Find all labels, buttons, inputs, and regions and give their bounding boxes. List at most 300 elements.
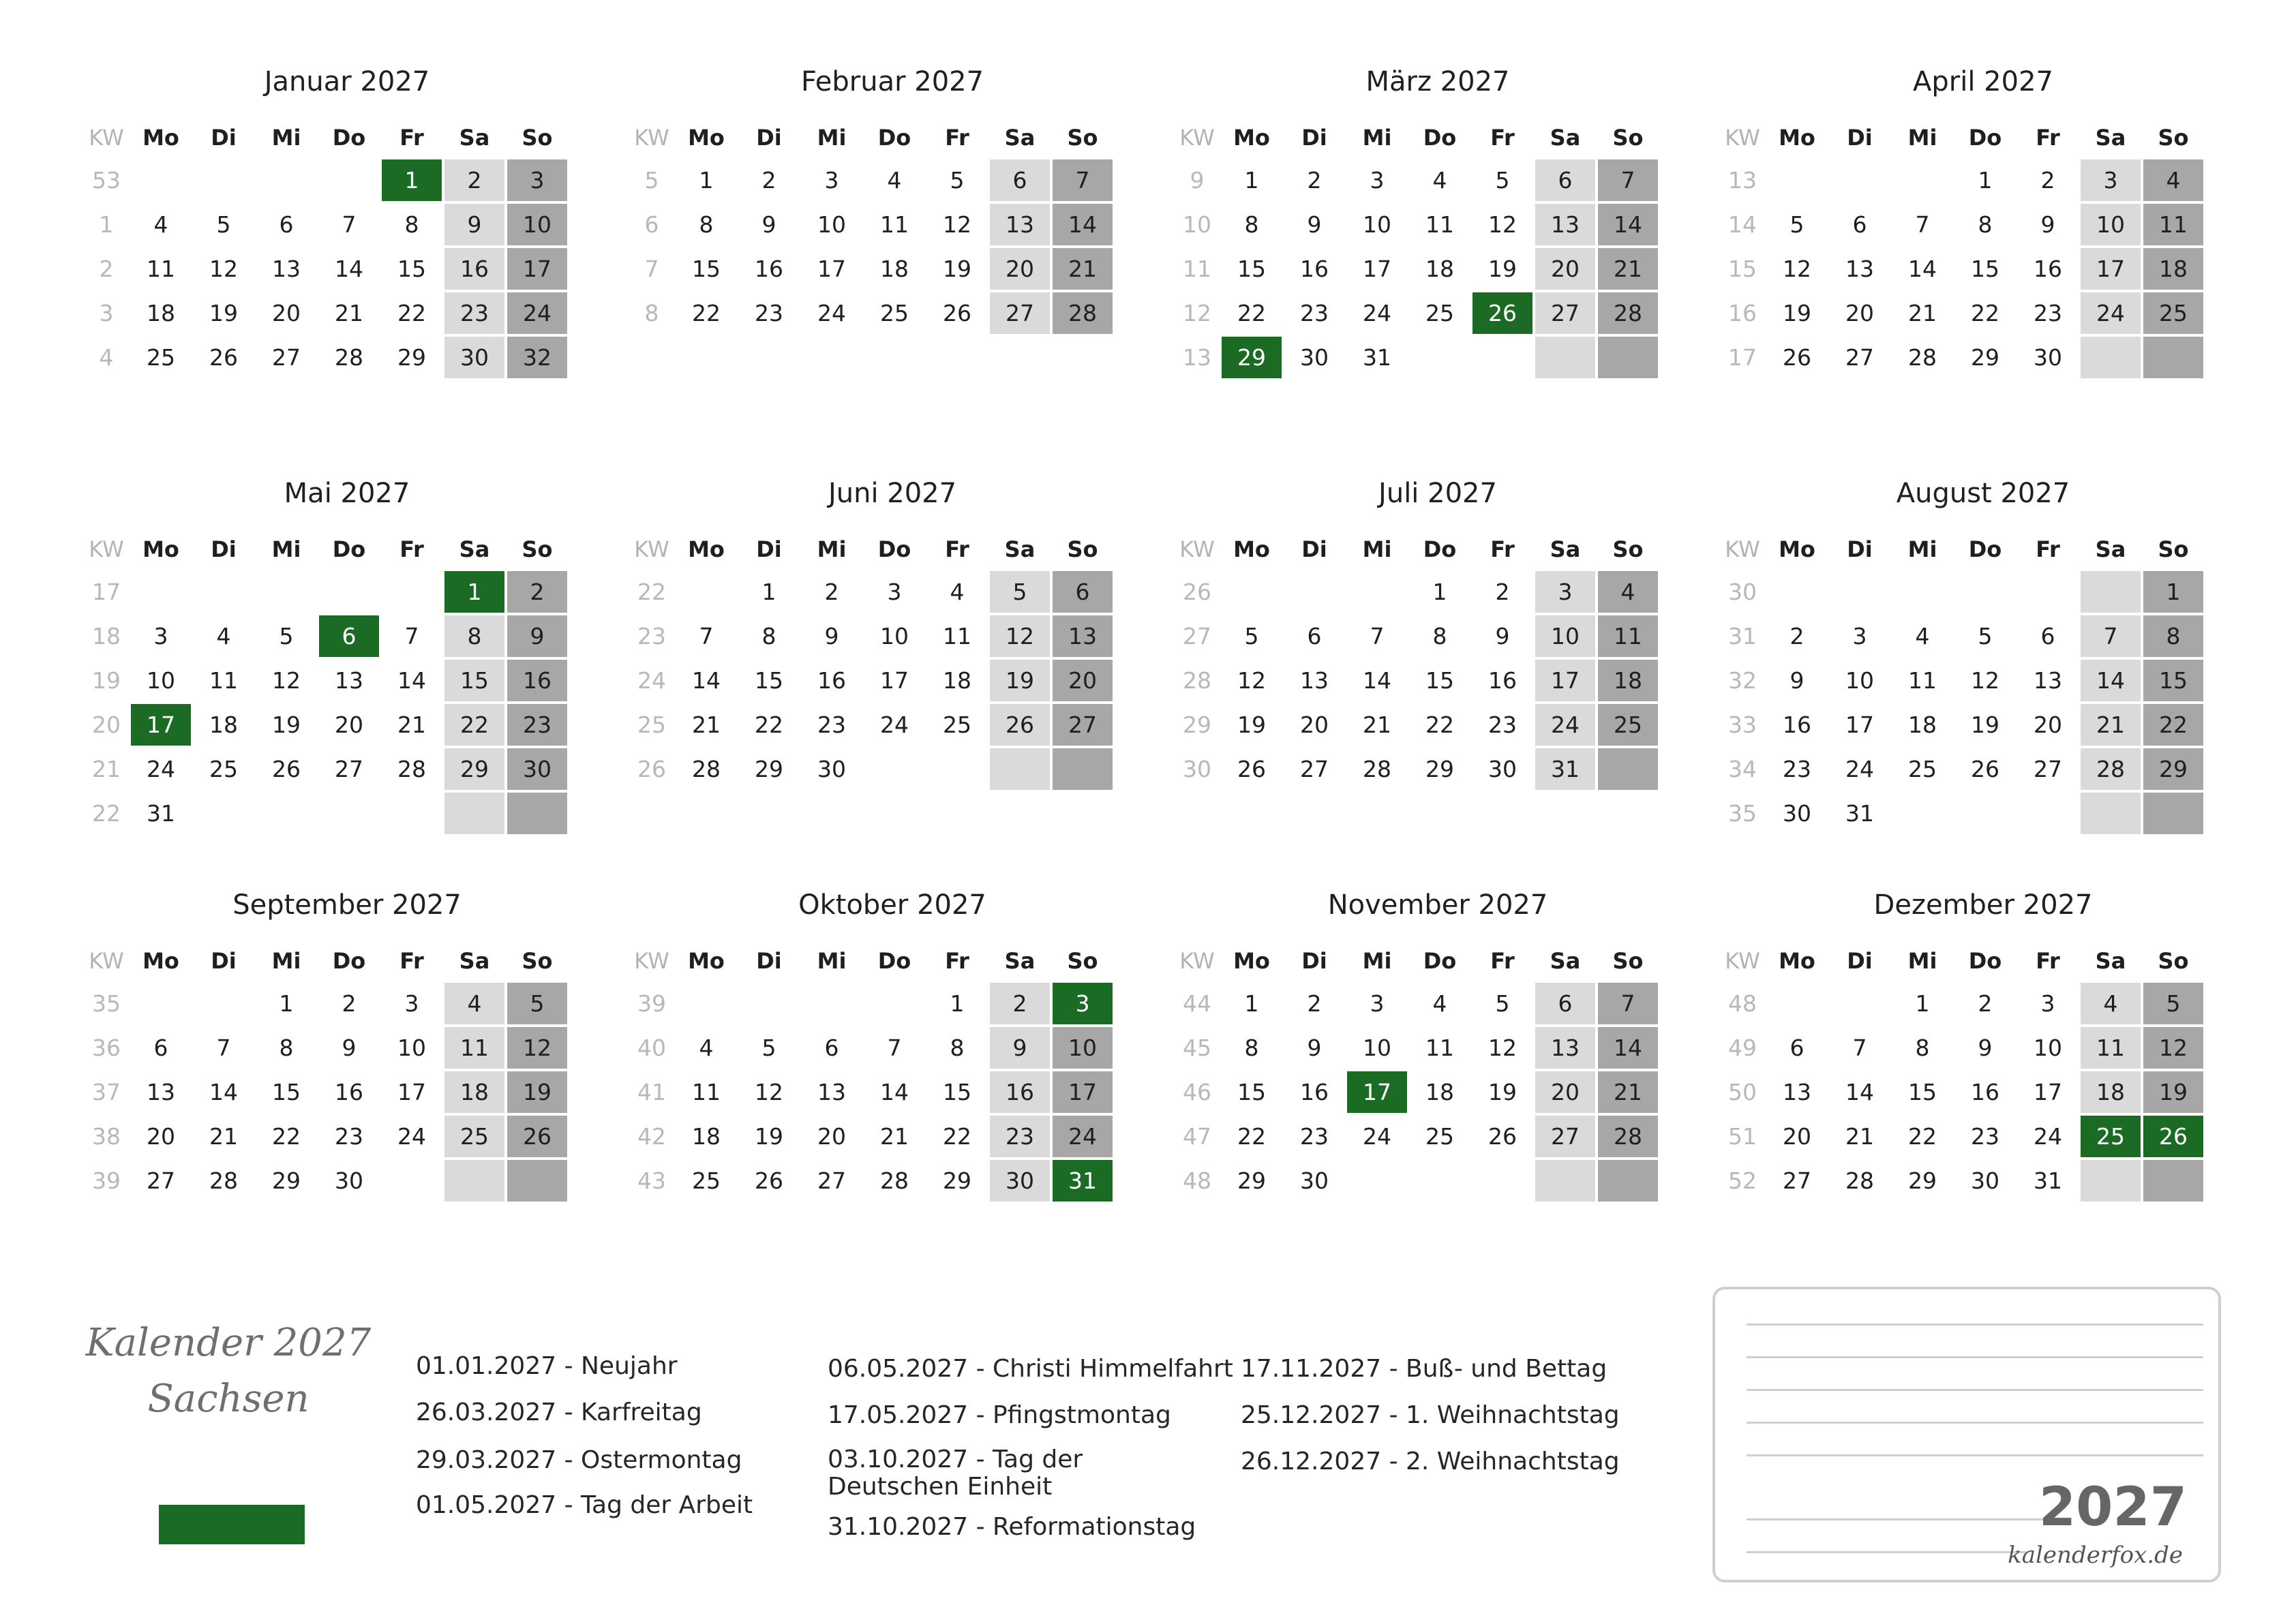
week-number: 31: [1728, 623, 1757, 649]
day-cell: 5: [1789, 211, 1804, 238]
day-cell: 25: [692, 1167, 721, 1194]
day-cell: 20: [1535, 248, 1595, 290]
weekday-header: Mo: [142, 536, 179, 562]
holiday-entry: 26.03.2027 - Karfreitag: [416, 1398, 702, 1426]
day-cell: 24: [1363, 300, 1391, 326]
day-cell: 24: [1845, 756, 1874, 782]
day-cell: 29: [444, 748, 504, 790]
day-cell: 18: [444, 1071, 504, 1113]
day-cell: 2: [1978, 990, 1993, 1017]
day-cell: [194, 571, 254, 613]
weekday-header: Di: [1301, 948, 1327, 974]
weekday-header: So: [2158, 536, 2189, 562]
day-cell: 9: [1789, 667, 1804, 694]
week-number: 23: [637, 623, 666, 649]
day-cell: 4: [216, 623, 231, 649]
weekday-header: Do: [1423, 536, 1457, 562]
day-cell: 28: [397, 756, 426, 782]
day-cell: 8: [1432, 623, 1447, 649]
day-cell: 5: [1495, 990, 1510, 1017]
day-cell: 5: [216, 211, 231, 238]
calendar-title-line1: Kalender 2027: [85, 1321, 372, 1365]
day-cell: 8: [1244, 1035, 1259, 1061]
day-cell: 4: [699, 1035, 714, 1061]
day-cell: 8: [404, 211, 419, 238]
week-row: [1721, 1071, 2203, 1113]
day-cell: [256, 571, 316, 613]
day-cell: 6: [990, 159, 1050, 201]
weekday-header: Do: [1968, 948, 2002, 974]
day-cell: 7: [1915, 211, 1930, 238]
week-number: 49: [1728, 1035, 1757, 1061]
week-number: 51: [1728, 1123, 1757, 1150]
day-cell: 1: [1432, 579, 1447, 605]
weekday-header: Mo: [1233, 125, 1270, 151]
day-cell: 27: [335, 756, 363, 782]
day-cell: 1: [1244, 990, 1259, 1017]
day-cell: 18: [1908, 711, 1937, 738]
weekday-header: Sa: [459, 948, 490, 974]
week-number: 18: [92, 623, 121, 649]
day-cell: 19: [990, 660, 1050, 701]
week-row: [85, 615, 567, 657]
weekday-header: Fr: [1490, 536, 1515, 562]
month-grid: [1173, 116, 1661, 381]
week-number: 5: [644, 167, 659, 194]
holiday-entry: 01.01.2027 - Neujahr: [416, 1352, 678, 1380]
day-cell: [444, 1160, 504, 1202]
day-cell: 11: [1425, 1035, 1454, 1061]
month-grid: [82, 939, 570, 1204]
day-cell: 31: [1535, 748, 1595, 790]
week-row: [1175, 748, 1658, 790]
day-cell: 20: [1845, 300, 1874, 326]
day-cell: 19: [943, 256, 971, 282]
day-cell: 5: [2143, 983, 2203, 1024]
day-cell: [319, 159, 379, 201]
day-cell: 12: [209, 256, 238, 282]
day-cell: 25: [1425, 1123, 1454, 1150]
day-cell: 27: [817, 1167, 846, 1194]
day-cell: 8: [1978, 211, 1993, 238]
day-cell: 3: [1535, 571, 1595, 613]
day-cell: 17: [880, 667, 909, 694]
day-cell: 19: [2143, 1071, 2203, 1113]
day-cell: 28: [335, 344, 363, 371]
day-cell: 16: [817, 667, 846, 694]
month-title: Februar 2027: [800, 66, 984, 97]
day-cell: 15: [1237, 1079, 1266, 1105]
day-cell: 16: [1488, 667, 1517, 694]
day-cell: [194, 159, 254, 201]
day-cell: [2081, 337, 2141, 378]
day-cell: 11: [880, 211, 909, 238]
day-cell: 27: [2034, 756, 2062, 782]
day-cell: 21: [1053, 248, 1113, 290]
month-grid: [627, 939, 1115, 1204]
day-cell: 18: [1598, 660, 1658, 701]
week-row: [630, 1160, 1113, 1202]
day-cell: 18: [147, 300, 175, 326]
day-cell: 20: [1535, 1071, 1595, 1113]
day-cell: 27: [1845, 344, 1874, 371]
day-cell: [131, 571, 191, 613]
week-number-header: KW: [1179, 125, 1215, 151]
day-cell: [319, 571, 379, 613]
weekday-header: Mi: [817, 125, 847, 151]
week-number-header: KW: [1179, 948, 1215, 974]
week-number: 35: [1728, 800, 1757, 827]
week-row: [85, 704, 567, 746]
holiday-day-cell: 31: [1053, 1160, 1113, 1202]
week-row: [1175, 571, 1658, 613]
day-cell: 19: [1488, 256, 1517, 282]
day-cell: 11: [943, 623, 971, 649]
weekday-header: So: [2158, 125, 2189, 151]
week-number: 25: [637, 711, 666, 738]
week-row: [1721, 1160, 2203, 1202]
weekday-header: Mi: [817, 948, 847, 974]
week-row: [85, 571, 567, 613]
day-cell: 2: [761, 167, 776, 194]
day-cell: 2: [342, 990, 357, 1017]
day-cell: 24: [1535, 704, 1595, 746]
day-cell: 19: [272, 711, 301, 738]
week-row: [1175, 615, 1658, 657]
day-cell: 19: [755, 1123, 783, 1150]
week-row: [1721, 615, 2203, 657]
day-cell: 25: [880, 300, 909, 326]
day-cell: 7: [1370, 623, 1385, 649]
day-cell: 28: [1598, 1116, 1658, 1157]
day-cell: 20: [990, 248, 1050, 290]
day-cell: 29: [272, 1167, 301, 1194]
day-cell: 3: [404, 990, 419, 1017]
day-cell: 28: [2081, 748, 2141, 790]
day-cell: 11: [444, 1027, 504, 1069]
weekday-header: Mo: [688, 536, 725, 562]
week-row: [1175, 660, 1658, 701]
day-cell: 5: [761, 1035, 776, 1061]
day-cell: 31: [1363, 344, 1391, 371]
day-cell: 26: [1783, 344, 1811, 371]
day-cell: 18: [1425, 256, 1454, 282]
day-cell: 9: [1978, 1035, 1993, 1061]
day-cell: 30: [1971, 1167, 1999, 1194]
day-cell: 8: [761, 623, 776, 649]
day-cell: 31: [2034, 1167, 2062, 1194]
week-row: [1175, 292, 1658, 334]
holiday-entry: 17.11.2027 - Buß- und Bettag: [1241, 1355, 1607, 1383]
day-cell: 14: [209, 1079, 238, 1105]
week-row: [1721, 292, 2203, 334]
day-cell: 26: [507, 1116, 567, 1157]
week-row: [85, 1071, 567, 1113]
day-cell: 1: [1978, 167, 1993, 194]
week-row: [85, 660, 567, 701]
note-line: [1747, 1422, 2203, 1424]
day-cell: 8: [279, 1035, 294, 1061]
day-cell: 2: [1307, 990, 1322, 1017]
day-cell: 27: [147, 1167, 175, 1194]
week-row: [85, 248, 567, 290]
week-number-header: KW: [634, 536, 669, 562]
day-cell: [319, 793, 379, 834]
week-row: [1721, 1116, 2203, 1157]
day-cell: 3: [2081, 159, 2141, 201]
weekday-header: So: [522, 948, 553, 974]
day-cell: 19: [1971, 711, 1999, 738]
holiday-day-cell: 25: [2081, 1116, 2141, 1157]
day-cell: 26: [1237, 756, 1266, 782]
weekday-header: Mi: [1362, 536, 1392, 562]
week-number: 35: [92, 990, 121, 1017]
day-cell: 27: [1535, 1116, 1595, 1157]
calendar-region: Sachsen: [147, 1377, 309, 1421]
day-cell: 29: [1971, 344, 1999, 371]
week-number-header: KW: [634, 948, 669, 974]
week-number: 22: [637, 579, 666, 605]
day-cell: [382, 1160, 442, 1202]
weekday-header: Sa: [459, 125, 490, 151]
week-row: [1175, 248, 1658, 290]
month-block: [68, 61, 593, 443]
day-cell: 25: [209, 756, 238, 782]
day-cell: [864, 983, 924, 1024]
week-row: [630, 1071, 1113, 1113]
week-number: 15: [1728, 256, 1757, 282]
month-title: Juni 2027: [828, 478, 957, 509]
day-cell: 21: [397, 711, 426, 738]
month-title: August 2027: [1896, 478, 2070, 509]
weekday-header: Di: [756, 948, 782, 974]
weekday-header: Di: [1847, 948, 1873, 974]
day-cell: 17: [397, 1079, 426, 1105]
day-cell: 7: [216, 1035, 231, 1061]
day-cell: 3: [153, 623, 168, 649]
day-cell: 24: [2034, 1123, 2062, 1150]
day-cell: 12: [2143, 1027, 2203, 1069]
week-row: [1721, 571, 2203, 613]
day-cell: [1598, 337, 1658, 378]
day-cell: 4: [1432, 990, 1447, 1017]
day-cell: 12: [755, 1079, 783, 1105]
day-cell: 17: [817, 256, 846, 282]
day-cell: 9: [2040, 211, 2055, 238]
week-number: 13: [1728, 167, 1757, 194]
day-cell: [2143, 793, 2203, 834]
weekday-header: Mi: [271, 536, 301, 562]
day-cell: 14: [335, 256, 363, 282]
day-cell: 17: [1535, 660, 1595, 701]
weekday-header: Sa: [2095, 536, 2126, 562]
day-cell: 2: [990, 983, 1050, 1024]
day-cell: 22: [1425, 711, 1454, 738]
day-cell: 2: [824, 579, 839, 605]
week-row: [85, 983, 567, 1024]
week-row: [630, 248, 1113, 290]
month-block: [614, 61, 1138, 443]
week-number: 47: [1183, 1123, 1211, 1150]
week-row: [630, 571, 1113, 613]
day-cell: 26: [755, 1167, 783, 1194]
day-cell: 28: [1053, 292, 1113, 334]
notes-year: 2027: [2038, 1477, 2187, 1538]
day-cell: 30: [1300, 344, 1329, 371]
weekday-header: So: [1067, 125, 1098, 151]
weekday-header: Fr: [399, 948, 424, 974]
day-cell: 2: [1789, 623, 1804, 649]
day-cell: 5: [1244, 623, 1259, 649]
month-title: April 2027: [1913, 66, 2053, 97]
day-cell: 30: [1488, 756, 1517, 782]
day-cell: 4: [1432, 167, 1447, 194]
weekday-header: Mo: [1779, 125, 1815, 151]
weekday-header: Fr: [399, 125, 424, 151]
week-number: 52: [1728, 1167, 1757, 1194]
month-block: [1159, 473, 1684, 855]
day-cell: 16: [755, 256, 783, 282]
day-cell: 23: [1300, 300, 1329, 326]
week-row: [630, 1027, 1113, 1069]
day-cell: 8: [2143, 615, 2203, 657]
day-cell: 30: [444, 337, 504, 378]
day-cell: 7: [2081, 615, 2141, 657]
day-cell: 12: [1237, 667, 1266, 694]
day-cell: 23: [507, 704, 567, 746]
weekday-header: Do: [877, 125, 911, 151]
day-cell: 1: [2143, 571, 2203, 613]
week-row: [630, 159, 1113, 201]
day-cell: 15: [2143, 660, 2203, 701]
day-cell: 30: [1783, 800, 1811, 827]
weekday-header: Do: [332, 536, 366, 562]
weekday-header: So: [1612, 125, 1644, 151]
week-number: 28: [1183, 667, 1211, 694]
day-cell: [676, 571, 736, 613]
day-cell: 5: [1495, 167, 1510, 194]
day-cell: 7: [404, 623, 419, 649]
day-cell: [1830, 571, 1890, 613]
week-row: [630, 660, 1113, 701]
month-title: Mai 2027: [284, 478, 410, 509]
day-cell: 10: [2081, 204, 2141, 245]
holiday-entry: 03.10.2027 - Tag der Deutschen Einheit: [828, 1445, 1083, 1501]
day-cell: 22: [692, 300, 721, 326]
weekday-header: So: [1612, 948, 1644, 974]
day-cell: 10: [1845, 667, 1874, 694]
day-cell: 4: [950, 579, 965, 605]
weekday-header: Do: [1423, 125, 1457, 151]
day-cell: 24: [1363, 1123, 1391, 1150]
day-cell: 2: [1307, 167, 1322, 194]
day-cell: 2: [444, 159, 504, 201]
day-cell: 7: [1598, 983, 1658, 1024]
day-cell: 10: [2034, 1035, 2062, 1061]
holiday-day-cell: 26: [1472, 292, 1532, 334]
day-cell: 20: [1053, 660, 1113, 701]
day-cell: 26: [943, 300, 971, 326]
holiday-day-cell: 26: [2143, 1116, 2203, 1157]
weekday-header: Fr: [2036, 536, 2060, 562]
day-cell: 10: [817, 211, 846, 238]
weekday-header: Sa: [1550, 536, 1581, 562]
day-cell: 5: [950, 167, 965, 194]
weekday-header: Mi: [1907, 536, 1937, 562]
day-cell: 15: [1908, 1079, 1937, 1105]
day-cell: 23: [335, 1123, 363, 1150]
weekday-header: Mo: [142, 948, 179, 974]
day-cell: 5: [1978, 623, 1993, 649]
holiday-entry: 25.12.2027 - 1. Weihnachtstag: [1241, 1401, 1620, 1429]
day-cell: 20: [2034, 711, 2062, 738]
week-number: 8: [644, 300, 659, 326]
day-cell: 27: [1053, 704, 1113, 746]
day-cell: 11: [692, 1079, 721, 1105]
month-title: Januar 2027: [264, 66, 430, 97]
weekday-header: Mo: [142, 125, 179, 151]
day-cell: 23: [817, 711, 846, 738]
weekday-header: Sa: [1004, 536, 1036, 562]
week-number: 3: [99, 300, 114, 326]
day-cell: 26: [272, 756, 301, 782]
day-cell: 17: [1363, 256, 1391, 282]
day-cell: 9: [1495, 623, 1510, 649]
week-row: [630, 704, 1113, 746]
month-title: Oktober 2027: [798, 889, 986, 921]
week-number: 9: [1190, 167, 1205, 194]
day-cell: 5: [990, 571, 1050, 613]
day-cell: 11: [2081, 1027, 2141, 1069]
day-cell: 1: [1915, 990, 1930, 1017]
day-cell: 9: [1307, 1035, 1322, 1061]
month-grid: [1718, 939, 2206, 1204]
day-cell: [1598, 748, 1658, 790]
day-cell: 9: [342, 1035, 357, 1061]
week-number-header: KW: [634, 125, 669, 151]
weekday-header: So: [1612, 536, 1644, 562]
week-number: 27: [1183, 623, 1211, 649]
day-cell: 27: [1300, 756, 1329, 782]
week-number: 33: [1728, 711, 1757, 738]
day-cell: 19: [507, 1071, 567, 1113]
day-cell: 7: [1053, 159, 1113, 201]
day-cell: 15: [755, 667, 783, 694]
weekday-header: Fr: [1490, 125, 1515, 151]
day-cell: 27: [990, 292, 1050, 334]
day-cell: 23: [1783, 756, 1811, 782]
weekday-header: Sa: [1550, 125, 1581, 151]
day-cell: 12: [1971, 667, 1999, 694]
week-number: 30: [1183, 756, 1211, 782]
day-cell: 9: [761, 211, 776, 238]
day-cell: [1053, 748, 1113, 790]
week-row: [1721, 983, 2203, 1024]
day-cell: 28: [1363, 756, 1391, 782]
week-number: 26: [637, 756, 666, 782]
weekday-header: Fr: [2036, 125, 2060, 151]
day-cell: 22: [1908, 1123, 1937, 1150]
day-cell: [739, 983, 799, 1024]
weekday-header: Fr: [945, 948, 969, 974]
day-cell: 17: [2034, 1079, 2062, 1105]
week-row: [85, 159, 567, 201]
day-cell: 23: [755, 300, 783, 326]
week-number: 36: [92, 1035, 121, 1061]
day-cell: 21: [1598, 248, 1658, 290]
weekday-header: Di: [211, 125, 237, 151]
holiday-day-cell: 29: [1222, 337, 1282, 378]
